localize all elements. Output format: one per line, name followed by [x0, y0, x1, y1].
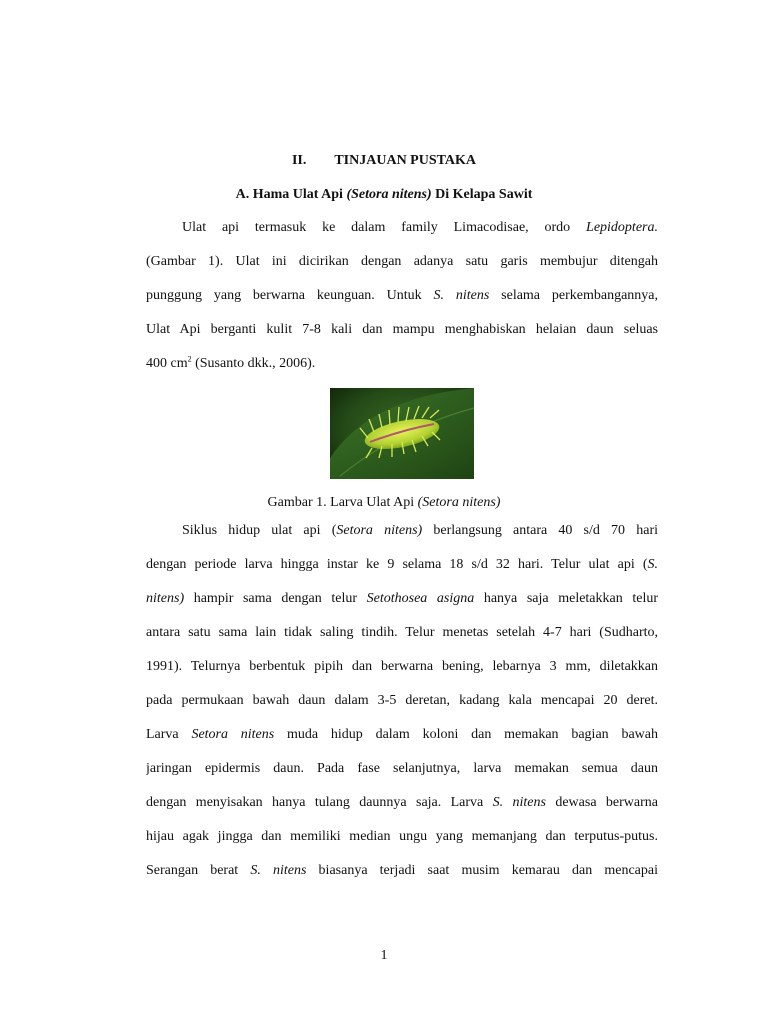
paragraph2-line8: [146, 759, 658, 779]
text-span: dengan periode larva hingga instar ke 9 selama 18 s/d 32 hari. Telur ulat api (: [146, 557, 648, 572]
italic-span: S. nitens: [250, 863, 307, 878]
section-heading-prefix: A. Hama Ulat Api: [235, 187, 347, 202]
italic-span: (Setora nitens): [417, 495, 501, 510]
paragraph1-line2: [146, 252, 658, 272]
text-span: 1991). Telurnya berbentuk pipih dan berwarna bening, lebarnya 3 mm, diletakkan: [146, 659, 658, 674]
figure-caption: [0, 493, 768, 513]
text-span: hanya saja meletakkan telur: [474, 591, 658, 606]
paragraph2-line4: [146, 623, 658, 643]
italic-span: Lepidoptera.: [586, 220, 658, 235]
caterpillar-photo: [330, 388, 474, 479]
paragraph2-line6: [146, 691, 658, 711]
paragraph2-line5: [146, 657, 658, 677]
text-span: Siklus hidup ulat api (: [182, 523, 337, 538]
text-span: berlangsung antara 40 s/d 70 hari: [422, 523, 658, 538]
paragraph2-line7: [146, 725, 658, 745]
text-span: hijau agak jingga dan memiliki median ungu yang memanjang dan terputus-putus.: [146, 829, 658, 844]
text-span: biasanya terjadi saat musim kemarau dan mencapai: [306, 863, 658, 878]
text-span: dewasa berwarna: [545, 795, 658, 810]
text-span: jaringan epidermis daun. Pada fase selanjutnya, larva memakan semua daun: [146, 761, 658, 776]
chapter-title: TINJAUAN PUSTAKA: [334, 153, 477, 168]
chapter-heading: [0, 151, 768, 171]
superscript: 2: [187, 354, 192, 364]
text-span: Ulat api termasuk ke dalam family Limacodisae, ordo: [182, 220, 587, 235]
text-span: dengan menyisakan hanya tulang daunnya saja. Larva: [146, 795, 493, 810]
italic-span: S. nitens: [433, 288, 490, 303]
text-span: (Susanto dkk., 2006).: [191, 356, 316, 371]
text-span: selama perkembangannya,: [489, 288, 658, 303]
paragraph1-line3: [146, 286, 658, 306]
paragraph2-line11: [146, 861, 658, 881]
paragraph2-line2: [146, 555, 658, 575]
text-span: hampir sama dengan telur: [184, 591, 367, 606]
paragraph2-line9: [146, 793, 658, 813]
paragraph1-line5: [146, 354, 658, 374]
caterpillar-illustration: [330, 388, 474, 479]
section-heading-suffix: Di Kelapa Sawit: [431, 187, 533, 202]
italic-span: Setora nitens: [191, 727, 275, 742]
text-span: Gambar 1. Larva Ulat Api: [267, 495, 418, 510]
paragraph2-line1: [146, 521, 658, 541]
text-span: Serangan berat: [146, 863, 251, 878]
paragraph1-line4: [146, 320, 658, 340]
text-span: (Gambar 1). Ulat ini dicirikan dengan adanya satu garis membujur ditengah: [146, 254, 658, 269]
paragraph2-line3: [146, 589, 658, 609]
text-span: muda hidup dalam koloni dan memakan bagian bawah: [274, 727, 658, 742]
italic-span: S. nitens: [492, 795, 546, 810]
text-span: 400 cm: [146, 356, 188, 371]
italic-span: Setothosea asigna: [366, 591, 475, 606]
paragraph2-line10: [146, 827, 658, 847]
text-span: Ulat Api berganti kulit 7-8 kali dan mampu menghabiskan helaian daun seluas: [146, 322, 658, 337]
chapter-number: II.: [291, 153, 307, 168]
page-number: 1: [380, 948, 388, 963]
text-span: punggung yang berwarna keunguan. Untuk: [146, 288, 434, 303]
text-span: antara satu sama lain tidak saling tindih. Telur menetas setelah 4-7 hari (Sudharto,: [146, 625, 658, 640]
text-span: Larva: [146, 727, 192, 742]
paragraph1-line1: [146, 218, 658, 238]
section-heading-species: (Setora nitens): [346, 187, 432, 202]
section-heading: [0, 185, 768, 205]
italic-span: Setora nitens): [336, 523, 423, 538]
italic-span: S.: [647, 557, 658, 572]
italic-span: nitens): [146, 591, 185, 606]
text-span: pada permukaan bawah daun dalam 3-5 deretan, kadang kala mencapai 20 deret.: [146, 693, 658, 708]
